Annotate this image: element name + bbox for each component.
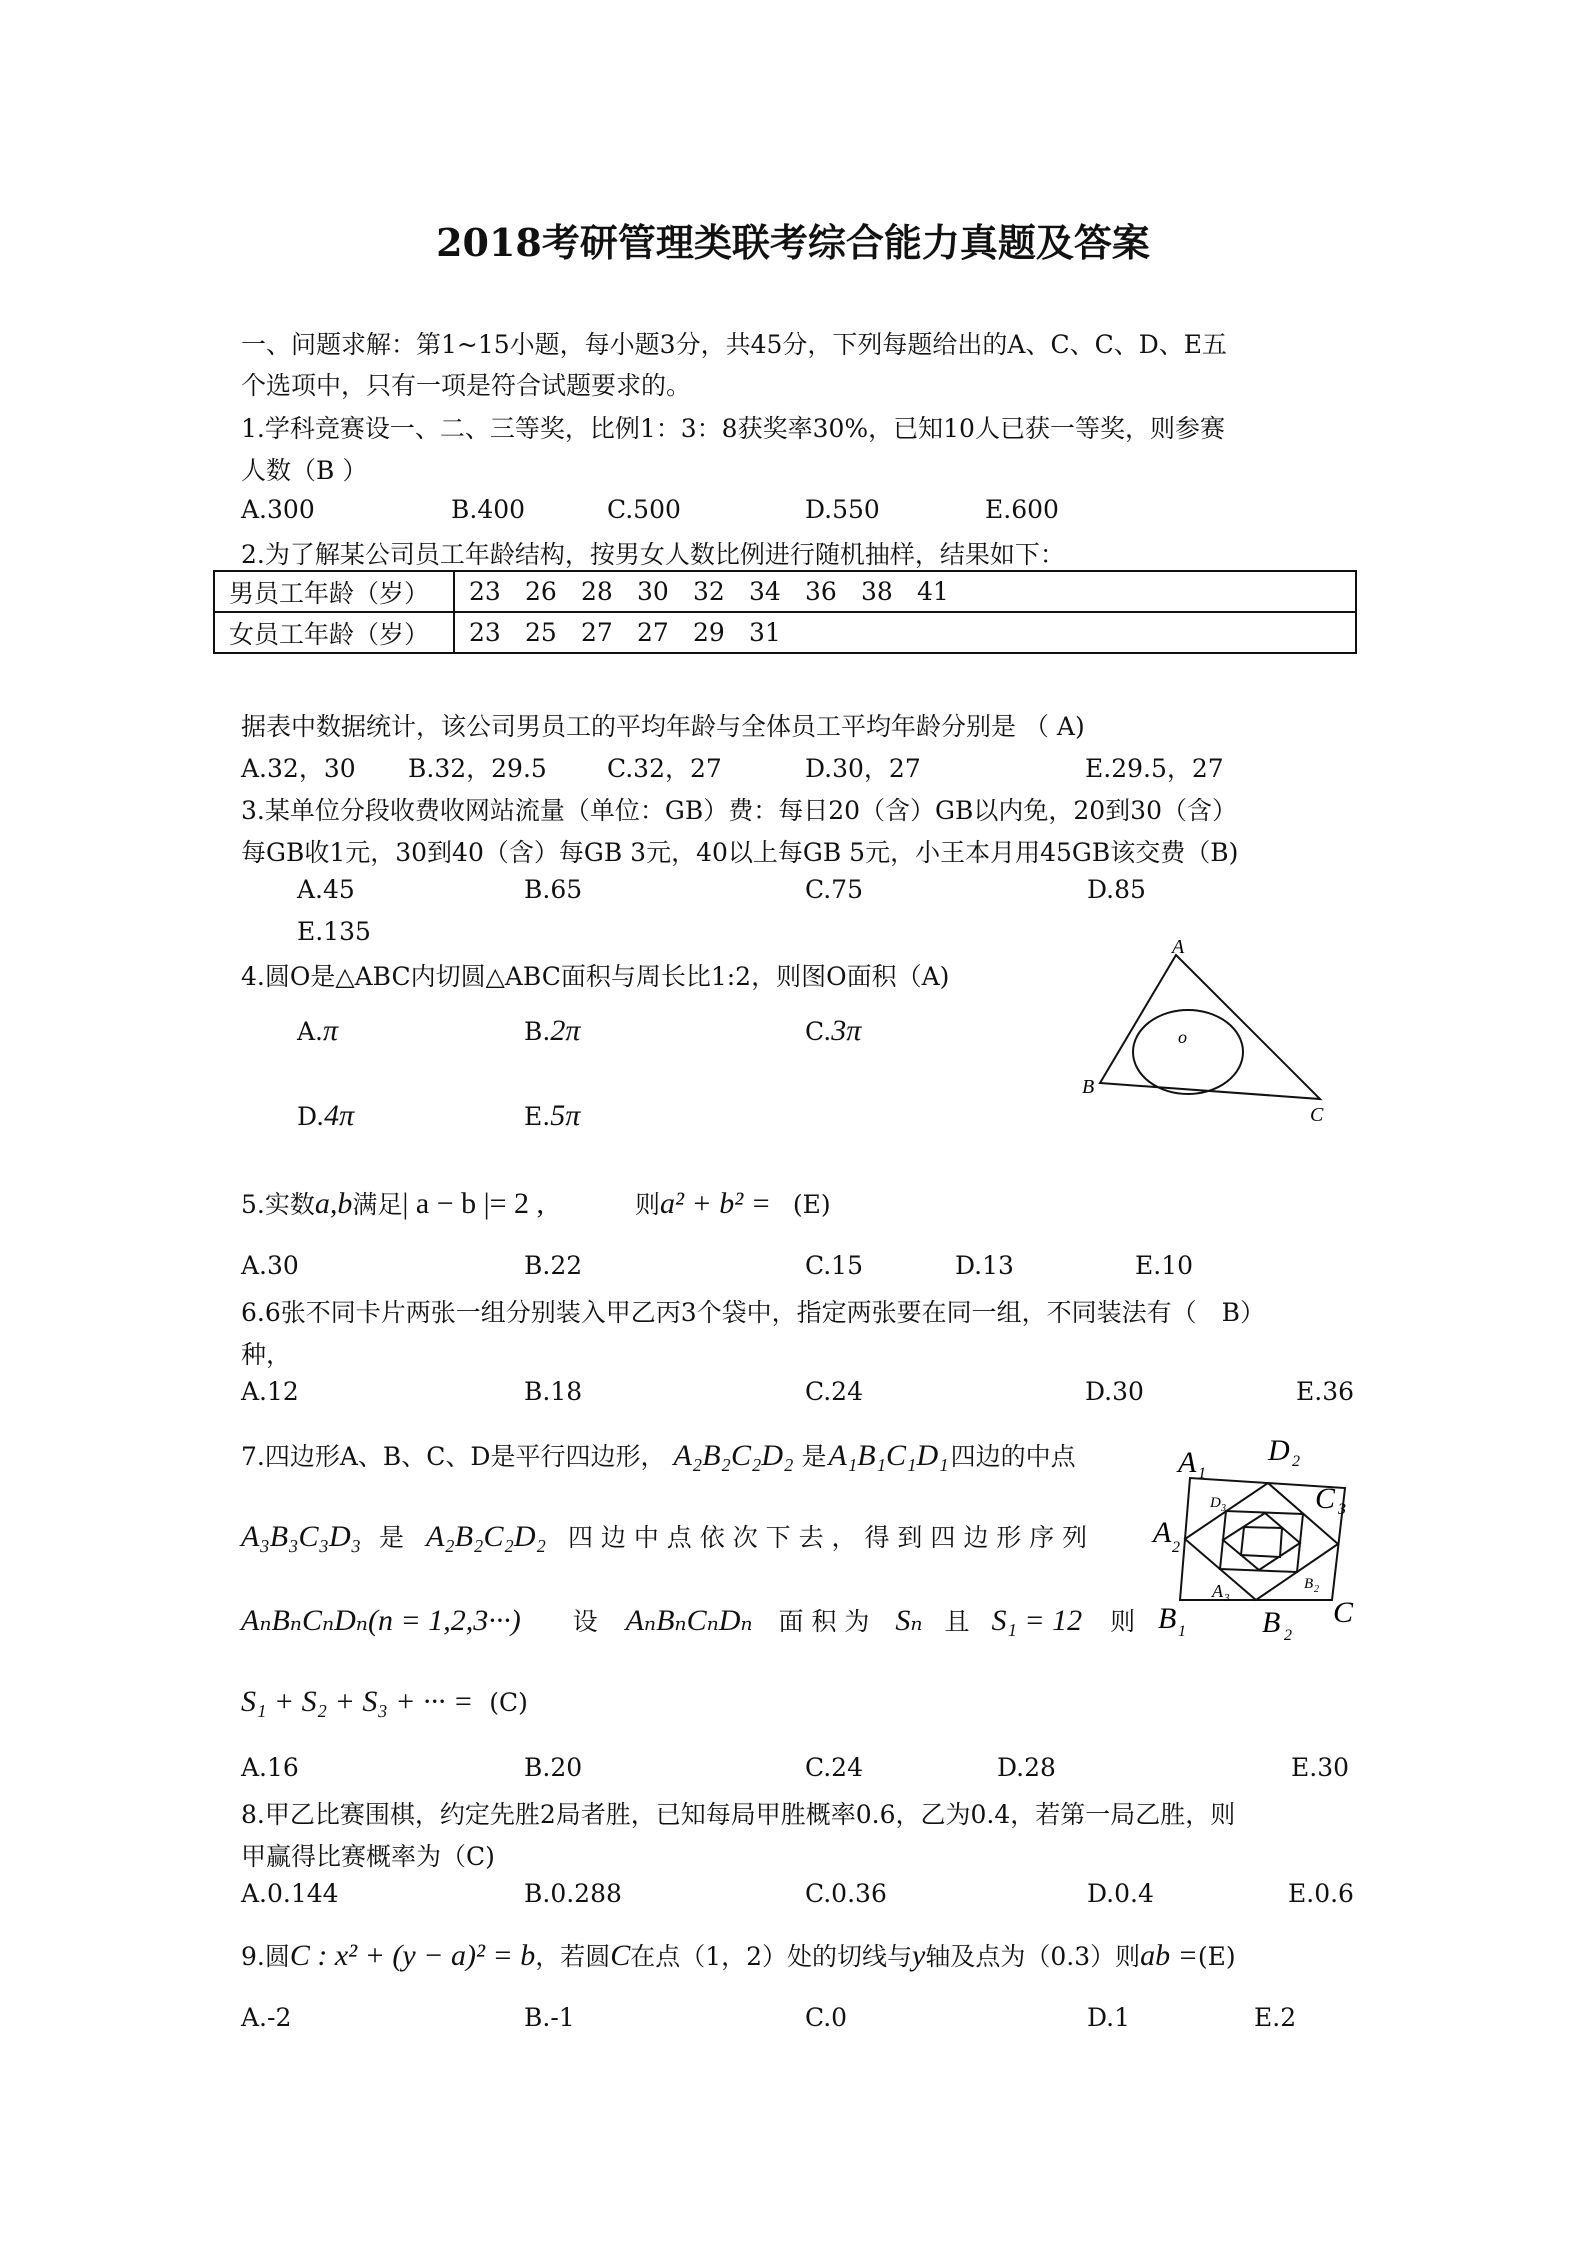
q7-option-a: A.16 (241, 1753, 299, 1782)
q2-option-d: D.30，27 (805, 754, 921, 783)
vertex-a-label: A (1172, 936, 1185, 958)
q5-text: 5.实数a,b满足| a − b |= 2 , 则a² + b² = (E) (241, 1187, 831, 1220)
svg-text:2: 2 (1314, 1584, 1319, 1595)
label-d3: D (1210, 1495, 1221, 1511)
nested-quadrilaterals-figure (1150, 1430, 1365, 1655)
label-b3: B (1304, 1576, 1314, 1592)
table-cell: 23 (469, 577, 501, 606)
q4-option-e: E.5π (524, 1099, 581, 1132)
label-a3: A (1212, 1581, 1223, 1601)
q3-option-d: D.85 (1087, 875, 1146, 904)
table-cell: 32 (693, 577, 725, 606)
vertex-c-label: C (1310, 1104, 1324, 1126)
q6-option-d: D.30 (1085, 1377, 1144, 1406)
table-cell: 27 (581, 618, 613, 647)
q5-option-a: A.30 (241, 1251, 299, 1280)
female-age-values (454, 612, 1356, 653)
q9-text: 9.圆C : x² + (y − a)² = b，若圆C在点（1，2）处的切线与y轴及点为（0.3）则ab =(E) (241, 1939, 1236, 1972)
q7-line-3: AₙBₙCₙDₙ(n = 1,2,3···) 设 AₙBₙCₙDₙ 面 积 为 Sₙ 且 S₁ = 12 则 (241, 1604, 1136, 1637)
q2-option-c: C.32，27 (607, 754, 722, 783)
male-age-values (454, 571, 1356, 612)
q2-text: 2.为了解某公司员工年龄结构，按男女人数比例进行随机抽样，结果如下： (241, 540, 1065, 569)
label-b2: B (1262, 1606, 1281, 1639)
q2-question: 据表中数据统计，该公司男员工的平均年龄与全体员工平均年龄分别是 （ A) (241, 712, 1085, 741)
table-row (214, 571, 1356, 612)
q7-line-1: 7.四边形A、B、C、D是平行四边形， A₂B₂C₂D₂ 是A₁B₁C₁D₁四边的中点 (241, 1439, 1076, 1472)
q3-option-e: E.135 (297, 917, 371, 946)
vertex-b-label: B (1082, 1076, 1095, 1098)
label-c: C (1333, 1596, 1354, 1629)
age-table (213, 570, 1357, 654)
male-age-label: 男员工年龄（岁） (214, 571, 454, 612)
center-o-label: o (1178, 1027, 1187, 1047)
female-age-label: 女员工年龄（岁） (214, 612, 454, 653)
q4-text: 4.圆O是△ABC内切圆△ABC面积与周长比1:2，则图O面积（A) (241, 962, 950, 991)
section-instruction: 一、问题求解：第1~15小题，每小题3分，共45分，下列每题给出的A、C、C、D、E五 (241, 330, 1227, 359)
page-title: 2018考研管理类联考综合能力真题及答案 (436, 220, 1150, 265)
svg-text:3: 3 (1221, 1503, 1226, 1514)
table-cell: 23 (469, 618, 501, 647)
table-cell: 30 (637, 577, 669, 606)
q8-option-b: B.0.288 (524, 1879, 622, 1908)
q8-option-e: E.0.6 (1288, 1879, 1354, 1908)
table-cell: 34 (749, 577, 781, 606)
incircle-triangle-figure (1070, 935, 1350, 1130)
q6-option-b: B.18 (524, 1377, 583, 1406)
q8-text-cont: 甲赢得比赛概率为（C) (241, 1842, 495, 1871)
q9-option-e: E.2 (1254, 2003, 1297, 2032)
table-row (214, 612, 1356, 653)
q3-text-cont: 每GB收1元，30到40（含）每GB 3元，40以上每GB 5元，小王本月用45GB该交费（B) (241, 838, 1239, 867)
q3-option-c: C.75 (805, 875, 863, 904)
q9-option-d: D.1 (1087, 2003, 1131, 2032)
q9-option-c: C.0 (805, 2003, 848, 2032)
table-cell: 41 (917, 577, 949, 606)
label-a1: A (1178, 1446, 1197, 1479)
label-d2: D (1268, 1434, 1290, 1467)
q2-option-a: A.32，30 (241, 754, 356, 783)
q8-option-a: A.0.144 (241, 1879, 339, 1908)
q1-option-e: E.600 (985, 495, 1059, 524)
q9-option-b: B.-1 (524, 2003, 575, 2032)
q7-option-b: B.20 (524, 1753, 583, 1782)
table-cell: 36 (805, 577, 837, 606)
q5-option-d: D.13 (955, 1251, 1014, 1280)
table-cell: 31 (749, 618, 781, 647)
table-cell: 26 (525, 577, 557, 606)
q8-option-d: D.0.4 (1087, 1879, 1154, 1908)
q7-option-c: C.24 (805, 1753, 863, 1782)
q6-option-c: C.24 (805, 1377, 863, 1406)
q1-option-d: D.550 (805, 495, 880, 524)
q2-option-b: B.32，29.5 (408, 754, 547, 783)
table-cell: 25 (525, 618, 557, 647)
q1-text-cont: 人数（B ） (241, 456, 368, 485)
q5-option-b: B.22 (524, 1251, 583, 1280)
q6-text: 6.6张不同卡片两张一组分别装入甲乙丙3个袋中，指定两张要在同一组，不同装法有（ B） (241, 1298, 1266, 1327)
svg-text:3: 3 (1224, 1592, 1230, 1604)
q3-text: 3.某单位分段收费收网站流量（单位：GB）费：每日20（含）GB以内免，20到30（含） (241, 796, 1237, 825)
svg-text:1: 1 (1178, 1623, 1186, 1640)
q2-option-e: E.29.5，27 (1085, 754, 1224, 783)
svg-text:2: 2 (1172, 1539, 1180, 1556)
q1-text: 1.学科竞赛设一、二、三等奖，比例1：3：8获奖率30%，已知10人已获一等奖，则参赛 (241, 414, 1225, 443)
q3-option-a: A.45 (297, 875, 355, 904)
label-b1: B (1158, 1602, 1177, 1635)
svg-text:2: 2 (1284, 1627, 1292, 1644)
q1-option-a: A.300 (241, 495, 315, 524)
table-cell: 38 (861, 577, 893, 606)
q4-option-d: D.4π (297, 1099, 355, 1132)
q6-option-e: E.36 (1296, 1377, 1355, 1406)
q6-option-a: A.12 (241, 1377, 299, 1406)
label-c3: C (1315, 1482, 1336, 1515)
q3-option-b: B.65 (524, 875, 583, 904)
q4-option-c: C.3π (805, 1014, 862, 1047)
q5-option-e: E.10 (1135, 1251, 1194, 1280)
q7-option-e: E.30 (1291, 1753, 1350, 1782)
table-cell: 28 (581, 577, 613, 606)
svg-text:2: 2 (1292, 1453, 1300, 1470)
label-a2: A (1153, 1516, 1172, 1549)
q7-line-2: A₃B₃C₃D₃ 是 A₂B₂C₂D₂ 四 边 中 点 依 次 下 去 ， 得 到 四 边 形 序 列 (241, 1520, 1088, 1553)
q1-option-c: C.500 (607, 495, 681, 524)
section-instruction-cont: 个选项中，只有一项是符合试题要求的。 (241, 371, 692, 400)
q5-option-c: C.15 (805, 1251, 863, 1280)
q6-text-cont: 种， (241, 1340, 292, 1369)
table-cell: 27 (637, 618, 669, 647)
svg-text:3: 3 (1338, 1501, 1346, 1518)
q7-option-d: D.28 (997, 1753, 1056, 1782)
q8-option-c: C.0.36 (805, 1879, 887, 1908)
q7-line-4: S₁ + S₂ + S₃ + ··· = (C) (241, 1685, 528, 1718)
table-cell: 29 (693, 618, 725, 647)
q1-option-b: B.400 (451, 495, 526, 524)
q9-option-a: A.-2 (241, 2003, 292, 2032)
q4-option-a: A.π (297, 1014, 339, 1047)
svg-text:1: 1 (1198, 1465, 1206, 1482)
q4-option-b: B.2π (524, 1014, 581, 1047)
q8-text: 8.甲乙比赛围棋，约定先胜2局者胜，已知每局甲胜概率0.6，乙为0.4，若第一局乙胜，则 (241, 1800, 1236, 1829)
